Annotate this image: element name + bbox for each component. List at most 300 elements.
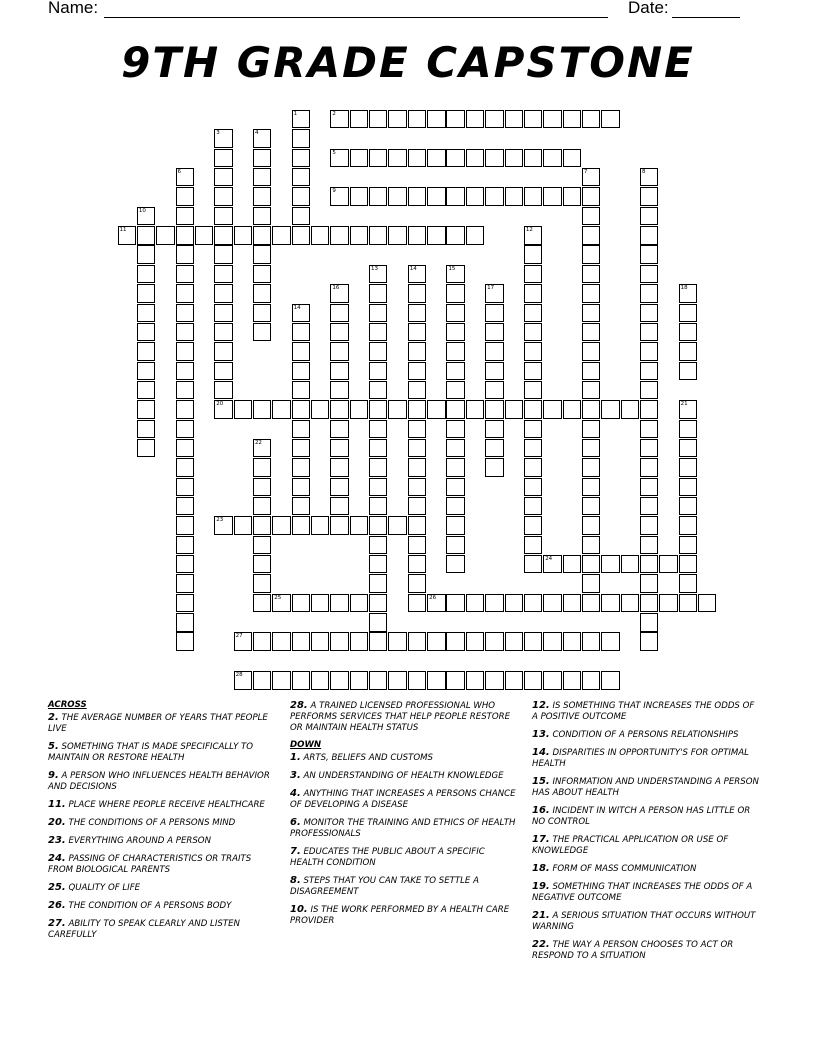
grid-cell[interactable] (292, 226, 310, 244)
grid-cell[interactable] (446, 323, 464, 341)
grid-cell[interactable] (137, 323, 155, 341)
grid-cell[interactable] (292, 362, 310, 380)
grid-cell[interactable] (176, 323, 194, 341)
grid-cell[interactable] (234, 516, 252, 534)
grid-cell[interactable] (292, 110, 310, 128)
grid-cell[interactable] (679, 284, 697, 302)
grid-cell[interactable] (640, 342, 658, 360)
grid-cell[interactable] (640, 516, 658, 534)
grid-cell[interactable] (640, 478, 658, 496)
grid-cell[interactable] (640, 381, 658, 399)
grid-cell[interactable] (582, 304, 600, 322)
grid-cell[interactable] (330, 420, 348, 438)
grid-cell[interactable] (330, 632, 348, 650)
grid-cell[interactable] (176, 400, 194, 418)
grid-cell[interactable] (253, 478, 271, 496)
grid-cell[interactable] (640, 226, 658, 244)
grid-cell[interactable] (524, 265, 542, 283)
grid-cell[interactable] (369, 671, 387, 689)
grid-cell[interactable] (137, 362, 155, 380)
grid-cell[interactable] (330, 110, 348, 128)
grid-cell[interactable] (350, 400, 368, 418)
grid-cell[interactable] (446, 671, 464, 689)
grid-cell[interactable] (176, 265, 194, 283)
grid-cell[interactable] (679, 497, 697, 515)
grid-cell[interactable] (369, 265, 387, 283)
grid-cell[interactable] (582, 245, 600, 263)
grid-cell[interactable] (640, 536, 658, 554)
grid-cell[interactable] (582, 594, 600, 612)
grid-cell[interactable] (621, 555, 639, 573)
grid-cell[interactable] (272, 226, 290, 244)
grid-cell[interactable] (330, 362, 348, 380)
grid-cell[interactable] (350, 226, 368, 244)
grid-cell[interactable] (388, 149, 406, 167)
grid-cell[interactable] (253, 129, 271, 147)
grid-cell[interactable] (640, 439, 658, 457)
grid-cell[interactable] (446, 497, 464, 515)
grid-cell[interactable] (563, 187, 581, 205)
grid-cell[interactable] (427, 110, 445, 128)
grid-cell[interactable] (369, 555, 387, 573)
grid-cell[interactable] (524, 110, 542, 128)
grid-cell[interactable] (176, 594, 194, 612)
grid-cell[interactable] (640, 304, 658, 322)
grid-cell[interactable] (446, 304, 464, 322)
grid-cell[interactable] (176, 439, 194, 457)
grid-cell[interactable] (563, 632, 581, 650)
grid-cell[interactable] (679, 478, 697, 496)
grid-cell[interactable] (253, 187, 271, 205)
grid-cell[interactable] (214, 245, 232, 263)
grid-cell[interactable] (640, 632, 658, 650)
grid-cell[interactable] (446, 149, 464, 167)
grid-cell[interactable] (253, 323, 271, 341)
grid-cell[interactable] (330, 323, 348, 341)
grid-cell[interactable] (388, 516, 406, 534)
grid-cell[interactable] (330, 226, 348, 244)
grid-cell[interactable] (408, 594, 426, 612)
grid-cell[interactable] (446, 342, 464, 360)
grid-cell[interactable] (427, 400, 445, 418)
grid-cell[interactable] (292, 342, 310, 360)
grid-cell[interactable] (156, 226, 174, 244)
grid-cell[interactable] (679, 342, 697, 360)
grid-cell[interactable] (214, 323, 232, 341)
grid-cell[interactable] (408, 516, 426, 534)
grid-cell[interactable] (640, 284, 658, 302)
grid-cell[interactable] (408, 304, 426, 322)
grid-cell[interactable] (330, 516, 348, 534)
grid-cell[interactable] (485, 671, 503, 689)
grid-cell[interactable] (408, 497, 426, 515)
grid-cell[interactable] (369, 187, 387, 205)
grid-cell[interactable] (543, 149, 561, 167)
grid-cell[interactable] (640, 594, 658, 612)
grid-cell[interactable] (176, 497, 194, 515)
grid-cell[interactable] (543, 632, 561, 650)
grid-cell[interactable] (253, 555, 271, 573)
grid-cell[interactable] (601, 594, 619, 612)
grid-cell[interactable] (582, 400, 600, 418)
grid-cell[interactable] (253, 574, 271, 592)
grid-cell[interactable] (408, 400, 426, 418)
grid-cell[interactable] (466, 110, 484, 128)
grid-cell[interactable] (524, 149, 542, 167)
grid-cell[interactable] (524, 284, 542, 302)
grid-cell[interactable] (292, 632, 310, 650)
grid-cell[interactable] (369, 574, 387, 592)
grid-cell[interactable] (330, 671, 348, 689)
grid-cell[interactable] (369, 536, 387, 554)
grid-cell[interactable] (253, 439, 271, 457)
grid-cell[interactable] (408, 671, 426, 689)
grid-cell[interactable] (408, 439, 426, 457)
grid-cell[interactable] (292, 187, 310, 205)
grid-cell[interactable] (582, 555, 600, 573)
grid-cell[interactable] (214, 516, 232, 534)
grid-cell[interactable] (330, 439, 348, 457)
grid-cell[interactable] (640, 420, 658, 438)
grid-cell[interactable] (292, 478, 310, 496)
grid-cell[interactable] (446, 381, 464, 399)
grid-cell[interactable] (369, 323, 387, 341)
grid-cell[interactable] (369, 516, 387, 534)
grid-cell[interactable] (524, 323, 542, 341)
grid-cell[interactable] (408, 149, 426, 167)
grid-cell[interactable] (427, 671, 445, 689)
grid-cell[interactable] (408, 226, 426, 244)
grid-cell[interactable] (214, 342, 232, 360)
grid-cell[interactable] (563, 400, 581, 418)
grid-cell[interactable] (524, 420, 542, 438)
grid-cell[interactable] (601, 671, 619, 689)
grid-cell[interactable] (176, 381, 194, 399)
grid-cell[interactable] (330, 400, 348, 418)
grid-cell[interactable] (234, 226, 252, 244)
grid-cell[interactable] (292, 323, 310, 341)
grid-cell[interactable] (524, 594, 542, 612)
grid-cell[interactable] (214, 362, 232, 380)
grid-cell[interactable] (253, 168, 271, 186)
grid-cell[interactable] (253, 516, 271, 534)
grid-cell[interactable] (388, 400, 406, 418)
grid-cell[interactable] (330, 284, 348, 302)
grid-cell[interactable] (292, 400, 310, 418)
grid-cell[interactable] (505, 671, 523, 689)
grid-cell[interactable] (176, 420, 194, 438)
grid-cell[interactable] (563, 110, 581, 128)
grid-cell[interactable] (524, 439, 542, 457)
grid-cell[interactable] (369, 362, 387, 380)
grid-cell[interactable] (253, 594, 271, 612)
grid-cell[interactable] (369, 594, 387, 612)
grid-cell[interactable] (195, 226, 213, 244)
grid-cell[interactable] (330, 304, 348, 322)
grid-cell[interactable] (253, 207, 271, 225)
grid-cell[interactable] (253, 226, 271, 244)
grid-cell[interactable] (214, 149, 232, 167)
grid-cell[interactable] (582, 536, 600, 554)
grid-cell[interactable] (524, 671, 542, 689)
grid-cell[interactable] (253, 400, 271, 418)
grid-cell[interactable] (292, 497, 310, 515)
grid-cell[interactable] (563, 671, 581, 689)
grid-cell[interactable] (214, 284, 232, 302)
grid-cell[interactable] (408, 420, 426, 438)
grid-cell[interactable] (137, 226, 155, 244)
grid-cell[interactable] (505, 110, 523, 128)
grid-cell[interactable] (524, 304, 542, 322)
grid-cell[interactable] (640, 574, 658, 592)
grid-cell[interactable] (659, 555, 677, 573)
grid-cell[interactable] (524, 362, 542, 380)
grid-cell[interactable] (292, 304, 310, 322)
grid-cell[interactable] (137, 304, 155, 322)
grid-cell[interactable] (350, 516, 368, 534)
grid-cell[interactable] (543, 594, 561, 612)
grid-cell[interactable] (408, 362, 426, 380)
grid-cell[interactable] (640, 187, 658, 205)
grid-cell[interactable] (369, 226, 387, 244)
grid-cell[interactable] (272, 671, 290, 689)
grid-cell[interactable] (582, 342, 600, 360)
grid-cell[interactable] (369, 478, 387, 496)
grid-cell[interactable] (176, 458, 194, 476)
grid-cell[interactable] (582, 187, 600, 205)
grid-cell[interactable] (292, 439, 310, 457)
grid-cell[interactable] (446, 284, 464, 302)
grid-cell[interactable] (582, 323, 600, 341)
grid-cell[interactable] (311, 400, 329, 418)
grid-cell[interactable] (408, 574, 426, 592)
grid-cell[interactable] (234, 671, 252, 689)
grid-cell[interactable] (446, 439, 464, 457)
grid-cell[interactable] (485, 458, 503, 476)
grid-cell[interactable] (214, 187, 232, 205)
grid-cell[interactable] (640, 265, 658, 283)
grid-cell[interactable] (485, 187, 503, 205)
grid-cell[interactable] (292, 168, 310, 186)
grid-cell[interactable] (292, 420, 310, 438)
grid-cell[interactable] (408, 284, 426, 302)
grid-cell[interactable] (369, 381, 387, 399)
grid-cell[interactable] (427, 594, 445, 612)
grid-cell[interactable] (466, 400, 484, 418)
grid-cell[interactable] (408, 342, 426, 360)
grid-cell[interactable] (253, 304, 271, 322)
grid-cell[interactable] (485, 594, 503, 612)
grid-cell[interactable] (679, 323, 697, 341)
grid-cell[interactable] (234, 400, 252, 418)
grid-cell[interactable] (292, 671, 310, 689)
grid-cell[interactable] (563, 149, 581, 167)
grid-cell[interactable] (640, 323, 658, 341)
grid-cell[interactable] (485, 284, 503, 302)
grid-cell[interactable] (408, 381, 426, 399)
grid-cell[interactable] (485, 632, 503, 650)
grid-cell[interactable] (272, 632, 290, 650)
grid-cell[interactable] (679, 362, 697, 380)
grid-cell[interactable] (408, 536, 426, 554)
grid-cell[interactable] (679, 439, 697, 457)
grid-cell[interactable] (369, 110, 387, 128)
grid-cell[interactable] (311, 594, 329, 612)
grid-cell[interactable] (582, 284, 600, 302)
grid-cell[interactable] (446, 536, 464, 554)
grid-cell[interactable] (524, 497, 542, 515)
grid-cell[interactable] (640, 458, 658, 476)
grid-cell[interactable] (176, 284, 194, 302)
grid-cell[interactable] (176, 536, 194, 554)
grid-cell[interactable] (330, 381, 348, 399)
grid-cell[interactable] (698, 594, 716, 612)
grid-cell[interactable] (369, 439, 387, 457)
grid-cell[interactable] (176, 226, 194, 244)
grid-cell[interactable] (446, 110, 464, 128)
grid-cell[interactable] (466, 632, 484, 650)
grid-cell[interactable] (466, 187, 484, 205)
grid-cell[interactable] (446, 632, 464, 650)
grid-cell[interactable] (176, 342, 194, 360)
grid-cell[interactable] (369, 613, 387, 631)
grid-cell[interactable] (350, 187, 368, 205)
grid-cell[interactable] (214, 226, 232, 244)
grid-cell[interactable] (485, 323, 503, 341)
grid-cell[interactable] (137, 245, 155, 263)
grid-cell[interactable] (446, 594, 464, 612)
grid-cell[interactable] (350, 110, 368, 128)
grid-cell[interactable] (543, 400, 561, 418)
grid-cell[interactable] (292, 594, 310, 612)
grid-cell[interactable] (408, 632, 426, 650)
grid-cell[interactable] (524, 458, 542, 476)
grid-cell[interactable] (446, 458, 464, 476)
grid-cell[interactable] (524, 381, 542, 399)
grid-cell[interactable] (427, 226, 445, 244)
grid-cell[interactable] (601, 555, 619, 573)
grid-cell[interactable] (543, 187, 561, 205)
grid-cell[interactable] (137, 420, 155, 438)
grid-cell[interactable] (543, 110, 561, 128)
grid-cell[interactable] (601, 110, 619, 128)
grid-cell[interactable] (214, 381, 232, 399)
grid-cell[interactable] (582, 671, 600, 689)
grid-cell[interactable] (292, 458, 310, 476)
grid-cell[interactable] (292, 516, 310, 534)
grid-cell[interactable] (659, 594, 677, 612)
grid-cell[interactable] (330, 478, 348, 496)
grid-cell[interactable] (176, 555, 194, 573)
grid-cell[interactable] (466, 671, 484, 689)
grid-cell[interactable] (679, 594, 697, 612)
grid-cell[interactable] (214, 129, 232, 147)
grid-cell[interactable] (176, 362, 194, 380)
grid-cell[interactable] (253, 536, 271, 554)
grid-cell[interactable] (466, 149, 484, 167)
grid-cell[interactable] (408, 265, 426, 283)
grid-cell[interactable] (582, 439, 600, 457)
grid-cell[interactable] (214, 304, 232, 322)
grid-cell[interactable] (330, 187, 348, 205)
grid-cell[interactable] (582, 478, 600, 496)
grid-cell[interactable] (388, 671, 406, 689)
grid-cell[interactable] (640, 400, 658, 418)
grid-cell[interactable] (176, 207, 194, 225)
grid-cell[interactable] (640, 168, 658, 186)
grid-cell[interactable] (621, 400, 639, 418)
grid-cell[interactable] (679, 400, 697, 418)
grid-cell[interactable] (369, 400, 387, 418)
grid-cell[interactable] (388, 110, 406, 128)
grid-cell[interactable] (582, 207, 600, 225)
grid-cell[interactable] (524, 400, 542, 418)
grid-cell[interactable] (427, 632, 445, 650)
grid-cell[interactable] (408, 555, 426, 573)
grid-cell[interactable] (582, 458, 600, 476)
grid-cell[interactable] (505, 149, 523, 167)
grid-cell[interactable] (176, 574, 194, 592)
grid-cell[interactable] (369, 149, 387, 167)
grid-cell[interactable] (640, 613, 658, 631)
grid-cell[interactable] (350, 594, 368, 612)
grid-cell[interactable] (311, 671, 329, 689)
grid-cell[interactable] (446, 478, 464, 496)
grid-cell[interactable] (176, 613, 194, 631)
grid-cell[interactable] (137, 400, 155, 418)
grid-cell[interactable] (388, 226, 406, 244)
grid-cell[interactable] (388, 632, 406, 650)
grid-cell[interactable] (640, 207, 658, 225)
grid-cell[interactable] (582, 420, 600, 438)
grid-cell[interactable] (408, 187, 426, 205)
grid-cell[interactable] (176, 478, 194, 496)
grid-cell[interactable] (253, 149, 271, 167)
grid-cell[interactable] (214, 400, 232, 418)
grid-cell[interactable] (640, 497, 658, 515)
grid-cell[interactable] (582, 110, 600, 128)
grid-cell[interactable] (311, 516, 329, 534)
grid-cell[interactable] (524, 516, 542, 534)
grid-cell[interactable] (272, 400, 290, 418)
grid-cell[interactable] (582, 632, 600, 650)
grid-cell[interactable] (446, 516, 464, 534)
grid-cell[interactable] (485, 110, 503, 128)
grid-cell[interactable] (446, 362, 464, 380)
grid-cell[interactable] (563, 594, 581, 612)
grid-cell[interactable] (272, 516, 290, 534)
grid-cell[interactable] (292, 149, 310, 167)
grid-cell[interactable] (369, 304, 387, 322)
grid-cell[interactable] (640, 245, 658, 263)
grid-cell[interactable] (446, 226, 464, 244)
grid-cell[interactable] (582, 265, 600, 283)
grid-cell[interactable] (640, 555, 658, 573)
grid-cell[interactable] (524, 536, 542, 554)
grid-cell[interactable] (253, 265, 271, 283)
grid-cell[interactable] (446, 400, 464, 418)
grid-cell[interactable] (524, 187, 542, 205)
grid-cell[interactable] (137, 439, 155, 457)
grid-cell[interactable] (137, 342, 155, 360)
grid-cell[interactable] (485, 439, 503, 457)
grid-cell[interactable] (234, 632, 252, 650)
grid-cell[interactable] (408, 110, 426, 128)
grid-cell[interactable] (679, 516, 697, 534)
grid-cell[interactable] (485, 400, 503, 418)
grid-cell[interactable] (543, 555, 561, 573)
grid-cell[interactable] (582, 226, 600, 244)
